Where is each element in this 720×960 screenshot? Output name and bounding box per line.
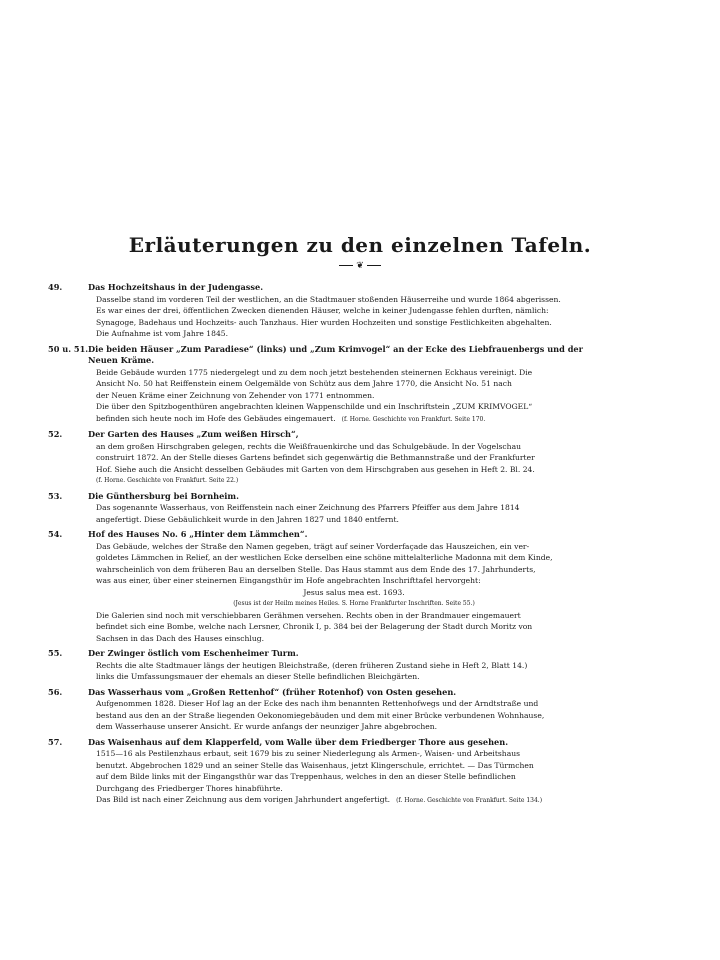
entry-number: 56. <box>48 686 63 697</box>
entry-line: bestand aus den an der Straße liegenden Oekonomiegebäuden und dem mit einer Brücke verbundenen Wohnhause, <box>96 710 545 720</box>
entry-line: Hof. Siehe auch die Ansicht desselben Gebäudes mit Garten von dem Hirschgraben aus gesehen in Heft 2. Bl. 24. <box>96 464 535 474</box>
entry-heading-text: Das Waisenhaus auf dem Klapperfeld, vom Walle über dem Friedberger Thore aus gesehen. <box>88 736 509 747</box>
entry-heading <box>48 648 612 660</box>
entry-54 <box>48 529 612 644</box>
entry-line: 1515—16 als Pestilenzhaus erbaut, seit 1679 bis zu seiner Niederlegung als Armen-, Waisen- und Arbeitshaus <box>96 749 521 758</box>
entry-line: Das sogenannte Wasserhaus, von Reiffenstein nach einer Zeichnung des Pfarrers Pfeiffer aus dem Jahre 1814 <box>96 503 520 512</box>
entry-number: 50 u. 51. <box>48 343 89 354</box>
entry-heading-text: Die Günthersburg bei Bornheim. <box>88 490 239 501</box>
entry-line: Synagoge, Badehaus und Hochzeits- auch Tanzhaus. Hier wurden Hochzeiten und sonstige Festlichkeiten abgehalten. <box>96 317 552 327</box>
entry-number: 52. <box>48 429 63 439</box>
entry-line <box>96 413 612 426</box>
entry-heading <box>48 429 612 441</box>
inscription-motto: Jesus salus mea est. 1693. <box>303 587 405 597</box>
ornament-rule-left <box>339 265 353 266</box>
entry-heading <box>48 344 612 367</box>
entry-line: Die über den Spitzbogenthüren angebrachten kleinen Wappenschilde und ein Inschriftstein „ZUM KRIMVOGEL“ <box>96 402 533 411</box>
entry-line: Dasselbe stand im vorderen Teil der westlichen, an die Stadtmauer stoßenden Häuserreihe und wurde 1864 abgerissen. <box>96 294 561 304</box>
entry-body <box>96 367 612 426</box>
entry-line-text: Das Bild ist nach einer Zeichnung aus dem vorigen Jahrhundert angefertigt. <box>96 795 391 804</box>
entry-line: Das Gebäude, welches der Straße den Namen gegeben, trägt auf seiner Vorderfaçade das Hauszeichen, ein ver- <box>96 541 530 551</box>
entry-line: Beide Gebäude wurden 1775 niedergelegt und zu dem noch jetzt bestehenden steinernen Eckhaus vereinigt. Die <box>96 367 533 377</box>
entry-line: links die Umfassungsmauer der ehemals an dieser Stelle befindlichen Bleichgärten. <box>96 672 420 681</box>
entry-line: der Neuen Kräme einer Zeichnung von Zehender von 1771 entnommen. <box>96 390 375 400</box>
page-title: Erläuterungen zu den einzelnen Tafeln. <box>128 233 592 257</box>
fleuron-icon: ❦ <box>356 261 364 271</box>
entry-line: Aufgenommen 1828. Dieser Hof lag an der Ecke des nach ihm benannten Rettenhofwegs und der Arndtstraße und <box>96 699 539 708</box>
entry-line: befindet sich eine Bombe, welche nach Lersner, Chronik I, p. 384 bei der Belagerung der Stadt durch Moritz von <box>96 622 533 631</box>
entry-heading <box>48 491 612 503</box>
entry-number: 49. <box>48 282 63 292</box>
entry-number: 57. <box>48 736 63 747</box>
entry-heading-text: Die beiden Häuser „Zum Paradiese“ (links) und „Zum Krimvogel“ an der Ecke des Liebfrauenbergs und der Neuen Kräme. <box>88 343 583 365</box>
entry-line: was aus einer, über einer steinernen Eingangsthür im Hofe angebrachten Inschrifttafel hervorgeht: <box>96 576 481 585</box>
entry-body <box>96 698 612 733</box>
entry-line <box>96 794 612 807</box>
entry-heading <box>48 687 612 699</box>
entry-line: angefertigt. Diese Gebäulichkeit wurde in den Jahren 1827 und 1840 entfernt. <box>96 514 399 524</box>
entry-56 <box>48 687 612 733</box>
entry-heading-text: Hof des Hauses No. 6 „Hinter dem Lämmchen“. <box>88 529 308 539</box>
entry-number: 54. <box>48 529 63 539</box>
entry-body <box>96 748 612 807</box>
entry-line: wahrscheinlich von dem früheren Bau an derselben Stelle. Das Haus stammt aus dem Ende des 17. Jahrhunderts, <box>96 564 536 574</box>
entry-line: Ansicht No. 50 hat Reiffenstein einem Oelgemälde von Schütz aus dem Jahre 1770, die Ansicht No. 51 nach <box>96 379 512 388</box>
entry-line: Es war eines der drei, öffentlichen Zwecken dienenden Häuser, welche in keiner Judengasse fehlen durften, nämlich: <box>96 306 549 315</box>
entry-body <box>96 541 612 645</box>
entry-line: Die Galerien sind noch mit verschiebbaren Gerähmen versehen. Rechts oben in der Brandmauer eingemauert <box>96 610 521 620</box>
entry-heading-text: Das Hochzeitshaus in der Judengasse. <box>88 282 264 292</box>
entry-heading <box>48 529 612 541</box>
entry-heading <box>48 737 612 749</box>
entry-52 <box>48 429 612 487</box>
entry-50-51 <box>48 344 612 426</box>
entry-heading-text: Der Zwinger östlich vom Eschenheimer Turm. <box>88 648 299 658</box>
entry-body <box>96 502 612 525</box>
entry-line: goldetes Lämmchen in Relief, an der westlichen Ecke derselben eine schöne mittelalterliche Madonna mit dem Kinde, <box>96 553 553 562</box>
entry-53 <box>48 491 612 526</box>
entry-heading-text: Das Wasserhaus vom „Großen Rettenhof“ (früher Rotenhof) von Osten gesehen. <box>88 686 457 697</box>
entry-body <box>96 441 612 487</box>
entry-line-text: befinden sich heute noch im Hofe des Gebäudes eingemauert. <box>96 413 336 423</box>
title-ornament <box>0 262 720 271</box>
entry-number: 53. <box>48 490 63 501</box>
entry-line: construirt 1872. An der Stelle dieses Gartens befindet sich gegenwärtig die Bethmannstraße und der Frankfurter <box>96 453 535 462</box>
inscription-note: (Jesus ist der Heilm meines Heiles. S. Horne Frankfurter Inschriften. Seite 55.) <box>233 600 475 607</box>
entry-line: Die Aufnahme ist vom Jahre 1845. <box>96 329 229 338</box>
entry-number: 55. <box>48 648 63 658</box>
entry-reference: (f. Horne. Geschichte von Frankfurt. Seite 134.) <box>396 797 543 804</box>
entry-heading-text: Der Garten des Hauses „Zum weißen Hirsch“, <box>88 429 299 439</box>
entry-body <box>96 660 612 683</box>
entry-line: dem Wasserhause unserer Ansicht. Er wurde anfangs der neunziger Jahre abgebrochen. <box>96 722 438 731</box>
entry-reference: (f. Horne. Geschichte von Frankfurt. Seite 22.) <box>96 477 239 484</box>
entry-57 <box>48 737 612 807</box>
entry-49 <box>48 282 612 340</box>
entry-line: auf dem Bilde links mit der Eingangsthür war das Treppenhaus, welches in den an dieser Stelle befindlichen <box>96 772 516 781</box>
entry-heading <box>48 282 612 294</box>
ornament-rule-right <box>367 265 381 266</box>
plate-explanations <box>48 282 612 811</box>
entry-line: Sachsen in das Dach des Hauses einschlug. <box>96 633 265 643</box>
entry-55 <box>48 648 612 683</box>
entry-line: Durchgang des Friedberger Thores hinabführte. <box>96 783 283 793</box>
entry-line: benutzt. Abgebrochen 1829 und an seiner Stelle das Waisenhaus, jetzt Klingerschule, errichtet. — Das Türmchen <box>96 760 534 770</box>
entry-reference: (f. Horne. Geschichte von Frankfurt. Seite 170. <box>341 415 486 423</box>
entry-line: Rechts die alte Stadtmauer längs der heutigen Bleichstraße, (deren früheren Zustand siehe in Heft 2, Blatt 14.) <box>96 660 528 670</box>
entry-body <box>96 294 612 340</box>
entry-line: an dem großen Hirschgraben gelegen, rechts die Weißfrauenkirche und das Schulgebäude. In der Vogelschau <box>96 441 521 451</box>
